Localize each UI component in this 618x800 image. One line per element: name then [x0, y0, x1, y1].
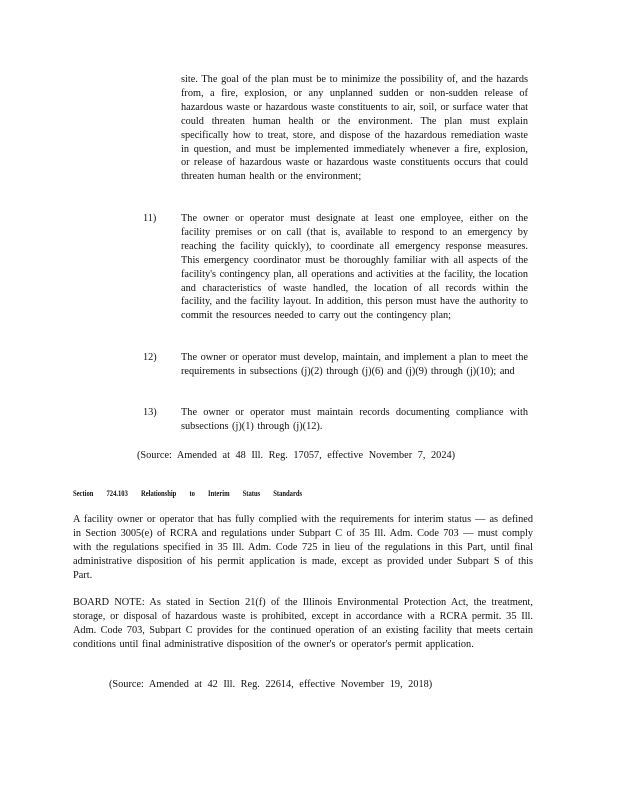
section-paragraph: A facility owner or operator that has fully complied with the requirements for interim status — as defined in Section 3005(e) of RCRA and regulations under Subpart C of 35 Ill. Adm. Code 703 — must comply with the regulations specified in 35 Ill. Adm. Code 725 in lieu of the regulations in this Part, until final administrative disposition of his permit application is made, except as provided under Subpart S of this Part. [73, 514, 533, 581]
item-number: 12) [143, 352, 157, 363]
item-text: The owner or operator must designate at least one employee, either on the facility premises or on call (that is, available to respond to an emergency by reaching the facility quickly), to coordinate all emergency response measures. This emergency coordinator must be thoroughly familiar with all aspects of the facility's contingency plan, all operations and activities at the facility, the location and characteristics of waste handled, the location of all records within the facility, and the facility layout. In addition, this person must have the authority to commit the resources needed to carry out the contingency plan; [181, 213, 529, 322]
contingency-plan-continuation: site. The goal of the plan must be to minimize the possibility of, and the hazards from, a fire, explosion, or any unplanned sudden or non-sudden release of hazardous waste or hazardous waste constituents to air, soil, or surface water that could threaten human health or the environment. The plan must explain specifically how to treat, store, and dispose of the hazardous remediation waste in question, and must be implemented immediately whenever a fire, explosion, or release of hazardous waste or hazardous waste constituents occurs that could threaten human health or the environment; [181, 74, 528, 183]
board-note: BOARD NOTE: As stated in Section 21(f) of the Illinois Environmental Protection Act, the treatment, storage, or disposal of hazardous waste is prohibited, except in accordance with a RCRA permit. 35 Ill. Adm. Code 703, Subpart C provides for the continued operation of an existing facility that meets certain conditions until final administrative disposition of the owner's or operator's permit application. [73, 597, 533, 650]
item-text: The owner or operator must maintain records documenting compliance with subsections (j)(1) through (j)(12). [181, 407, 528, 432]
item-number: 11) [143, 213, 157, 224]
source-note-2: (Source: Amended at 42 Ill. Reg. 22614, effective November 19, 2018) [109, 679, 433, 690]
source-note-1: (Source: Amended at 48 Ill. Reg. 17057, effective November 7, 2024) [137, 450, 456, 461]
section-heading: Section 724.103 Relationship to Interim Status Standards [73, 489, 303, 498]
item-text: The owner or operator must develop, maintain, and implement a plan to meet the requirements in subsections (j)(2) through (j)(6) and (j)(9) through (j)(10); and [181, 352, 528, 377]
item-number: 13) [143, 407, 157, 418]
